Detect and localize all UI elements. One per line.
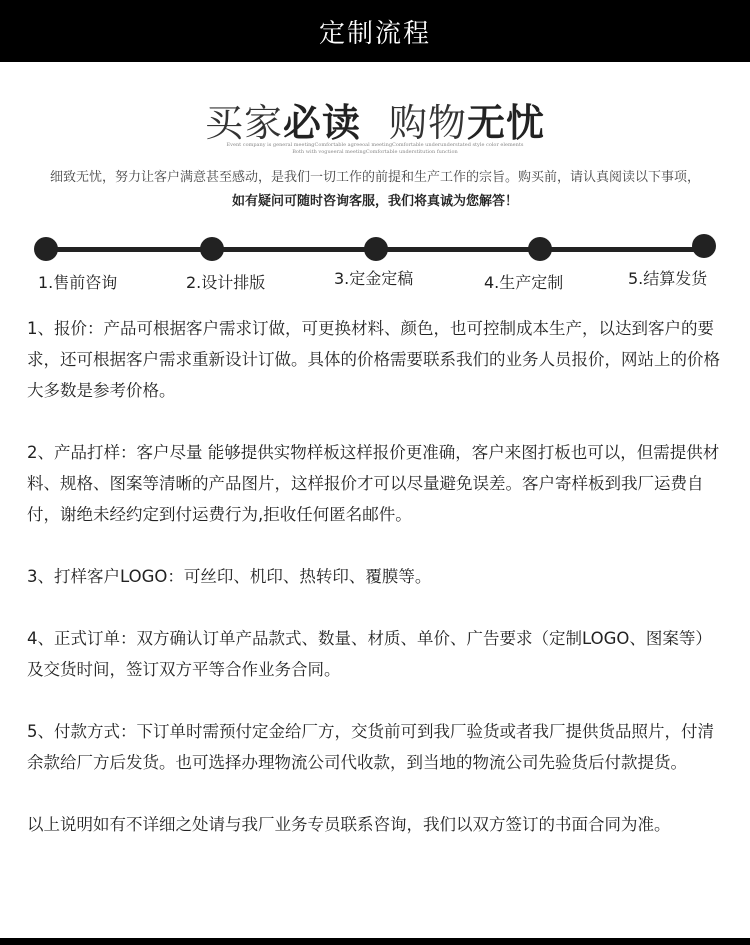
slogan-english-line1: Event company is general meetingComfortable agreeoal meetingComfortable underunderstated style color elements	[226, 142, 524, 148]
note-paragraph: 以上说明如有不详细之处请与我厂业务专员联系咨询，我们以双方签订的书面合同为准。	[27, 815, 671, 834]
step-label: 2.设计排版	[186, 273, 266, 292]
step-dot	[34, 237, 58, 261]
step-label: 5.结算发货	[628, 269, 708, 288]
header-title: 定制流程	[318, 18, 431, 49]
page-header	[0, 0, 750, 62]
note-paragraph: 5、付款方式：下订单时需预付定金给厂方，交货前可到我厂验货或者我厂提供货品照片，付清余款给厂方后发货。也可选择办理物流公司代收款，到当地的物流公司先验货后付款提货。	[27, 722, 714, 772]
process-timeline	[0, 236, 750, 296]
note-paragraph: 4、正式订单：双方确认订单产品款式、数量、材质、单价、广告要求（定制LOGO、图案等）及交货时间，签订双方平等合作业务合同。	[27, 629, 712, 679]
slogan-english-line2: Both with vogueeral meetingComfortable understitution function	[292, 149, 458, 155]
step-dot	[364, 237, 388, 261]
slogan-part4: 无忧	[467, 101, 546, 145]
step-label: 3.定金定稿	[334, 269, 414, 288]
step-dot	[200, 237, 224, 261]
intro	[0, 166, 750, 214]
step-dot	[692, 234, 716, 258]
intro-line1: 细致无忧，努力让客户满意甚至感动，是我们一切工作的前提和生产工作的宗旨。购买前，请认真阅读以下事项，	[49, 170, 700, 185]
note-paragraph: 2、产品打样：客户尽量 能够提供实物样板这样报价更准确，客户来图打板也可以，但需提供材料、规格、图案等清晰的产品图片，这样报价才可以尽量避免误差。客户寄样板到我厂运费自付，谢绝未经约定到付运费行为,拒收任何匿名邮件。	[27, 443, 720, 524]
slogan-part3: 购物	[389, 101, 468, 145]
note-paragraph: 3、打样客户LOGO：可丝印、机印、热转印、覆膜等。	[27, 567, 432, 586]
footer-bar	[0, 938, 750, 945]
step-dot	[528, 237, 552, 261]
step-label: 4.生产定制	[484, 273, 564, 292]
slogan-part2: 必读	[282, 101, 361, 145]
step-label: 1.售前咨询	[38, 273, 118, 292]
notes-content	[27, 313, 727, 871]
slogan	[0, 92, 750, 147]
intro-line2: 如有疑问可随时咨询客服，我们将真诚为您解答！	[231, 194, 518, 209]
slogan-part1: 买家	[204, 101, 283, 145]
note-paragraph: 1、报价：产品可根据客户需求订做，可更换材料、颜色，也可控制成本生产，以达到客户的要求，还可根据客户需求重新设计订做。具体的价格需要联系我们的业务人员报价，网站上的价格大多数是参考价格。	[27, 319, 720, 400]
